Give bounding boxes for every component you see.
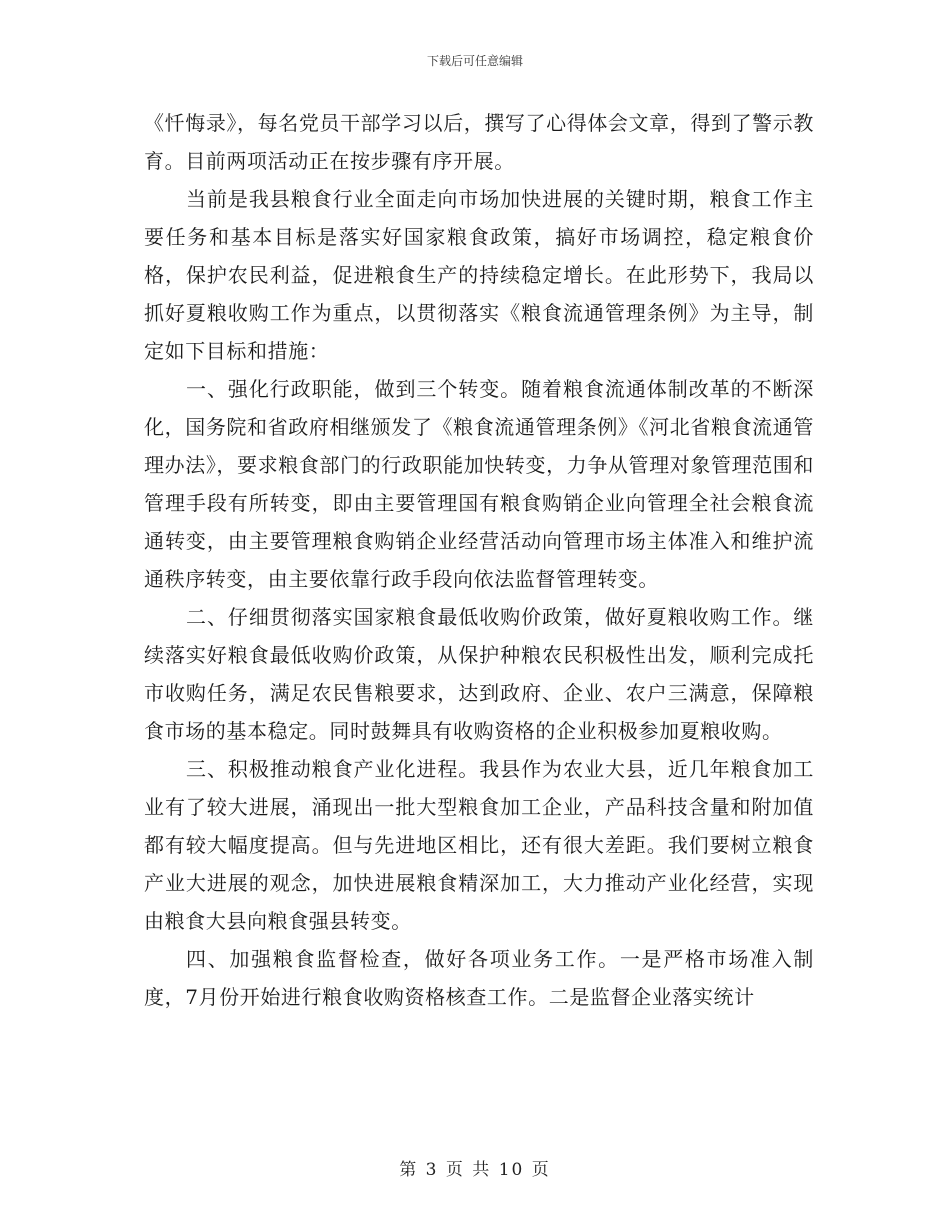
paragraph-point-3: 三、积极推动粮食产业化进程。我县作为农业大县，近几年粮食加工业有了较大进展，涌现出一批大型粮食加工企业，产品科技含量和附加值都有较大幅度提高。但与先进地区相比，还有很大差距。我们要树立粮食产业大进展的观念，加快进展粮食精深加工，大力推动产业化经营，实现由粮食大县向粮食强县转变。	[144, 757, 814, 933]
document-body	[144, 104, 814, 1016]
paragraph-intro: 当前是我县粮食行业全面走向市场加快进展的关键时期，粮食工作主要任务和基本目标是落实好国家粮食政策，搞好市场调控，稳定粮食价格，保护农民利益，促进粮食生产的持续稳定增长。在此形势下，我局以抓好夏粮收购工作为重点，以贯彻落实《粮食流通管理条例》为主导，制定如下目标和措施：	[144, 187, 814, 363]
paragraph-continuation: 《忏悔录》，每名党员干部学习以后，撰写了心得体会文章，得到了警示教育。目前两项活动正在按步骤有序开展。	[144, 111, 814, 173]
page-number-footer: 第 3 页 共 10 页	[399, 1160, 551, 1180]
paragraph-point-2: 二、仔细贯彻落实国家粮食最低收购价政策，做好夏粮收购工作。继续落实好粮食最低收购价政策，从保护种粮农民积极性出发，顺利完成托市收购任务，满足农民售粮要求，达到政府、企业、农户三满意，保障粮食市场的基本稳定。同时鼓舞具有收购资格的企业积极参加夏粮收购。	[144, 605, 814, 743]
page-header-note: 下载后可任意编辑	[426, 54, 523, 68]
paragraph-point-4: 四、加强粮食监督检查，做好各项业务工作。一是严格市场准入制度，7月份开始进行粮食收购资格核查工作。二是监督企业落实统计	[144, 947, 814, 1009]
paragraph-point-1: 一、强化行政职能，做到三个转变。随着粮食流通体制改革的不断深化，国务院和省政府相继颁发了《粮食流通管理条例》《河北省粮食流通管理办法》，要求粮食部门的行政职能加快转变，力争从管理对象管理范围和管理手段有所转变，即由主要管理国有粮食购销企业向管理全社会粮食流通转变，由主要管理粮食购销企业经营活动向管理市场主体准入和维护流通秩序转变，由主要依靠行政手段向依法监督管理转变。	[144, 377, 814, 591]
